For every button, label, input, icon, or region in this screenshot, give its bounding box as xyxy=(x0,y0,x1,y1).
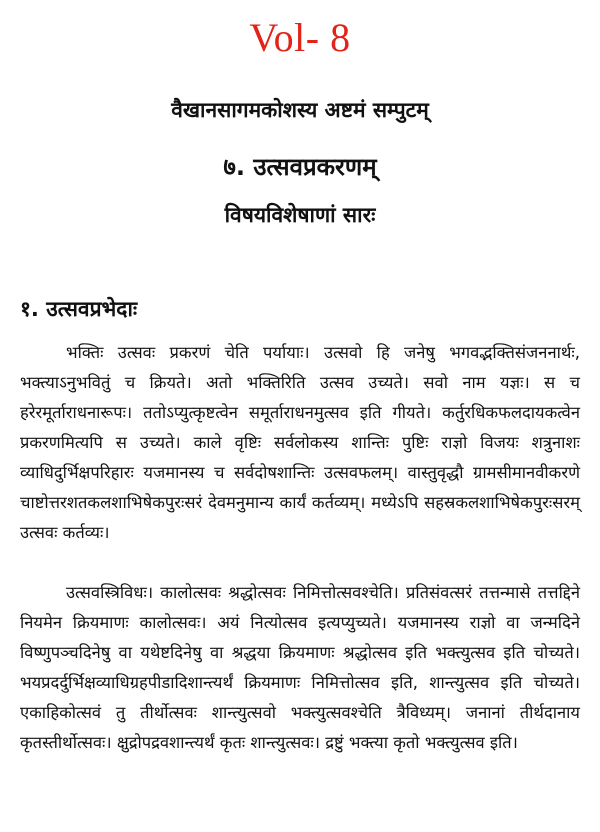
subtitle: विषयविशेषाणां सारः xyxy=(224,203,376,227)
chapter-title: ७. उत्सवप्रकरणम् xyxy=(223,153,377,181)
paragraph-2: उत्सवस्त्रिविधः। कालोत्सवः श्रद्धोत्सवः निमित्तोत्सवश्चेति। प्रतिसंवत्सरं तत्तन्मासे तत्तद्दिने नियमेन क्रियमाणः कालोत्सवः। अयं नित्योत्सव इत्यप्युच्यते। यजमानस्य राज्ञो वा जन्मदिने विष्णुपञ्चदिनेषु वा यथेष्टदिनेषु वा श्रद्धया क्रियमाणः श्रद्धोत्सव इति भक्त्युत्सव इति चोच्यते। भयप्रदर्दुर्भिक्षव्याधिग्रहपीडादिशान्त्यर्थं क्रियमाणः निमित्तोत्सव इति, शान्त्युत्सव इति चोच्यते। एकाहिकोत्सवं तु तीर्थोत्सवः शान्त्युत्सवो भक्त्युत्सवश्चेति त्रैविध्यम्। जनानां तीर्थदानाय कृतस्तीर्थोत्सवः। क्षुद्रोपद्रवशान्त्यर्थं कृतः शान्त्युत्सवः। द्रष्टुं भक्त्या कृतो भक्त्युत्सव इति। xyxy=(20,583,580,752)
volume-label: Vol- 8 xyxy=(249,15,351,60)
paragraph-1: भक्तिः उत्सवः प्रकरणं चेति पर्यायाः। उत्सवो हि जनेषु भगवद्भक्तिसंजननार्थः, भक्त्याऽनुभवितुं च क्रियते। अतो भक्तिरिति उत्सव उच्यते। सवो नाम यज्ञः। स च हरेरमूर्ताराधनारूपः। ततोऽप्युत्कृष्टत्वेन समूर्ताराधनमुत्सव इति गीयते। कर्तुरधिकफलदायकत्वेन प्रकरणमित्यपि स उच्यते। काले वृष्टिः सर्वलोकस्य शान्तिः पुष्टिः राज्ञो विजयः शत्रुनाशः व्याधिदुर्भिक्षपरिहारः यजमानस्य च सर्वदोषशान्तिः उत्सवफलम्। वास्तुवृद्धौ ग्रामसीमानवीकरणे चाष्टोत्तरशतकलशाभिषेकपुरःसरं देवमनुमान्य कार्यं कर्तव्यम्। मध्येऽपि सहस्रकलशाभिषेकपुरःसरम् उत्सवः कर्तव्यः। xyxy=(20,343,580,542)
section-heading: १. उत्सवप्रभेदाः xyxy=(20,297,138,321)
main-title: वैखानसागमकोशस्य अष्टमं सम्पुटम् xyxy=(171,98,429,122)
